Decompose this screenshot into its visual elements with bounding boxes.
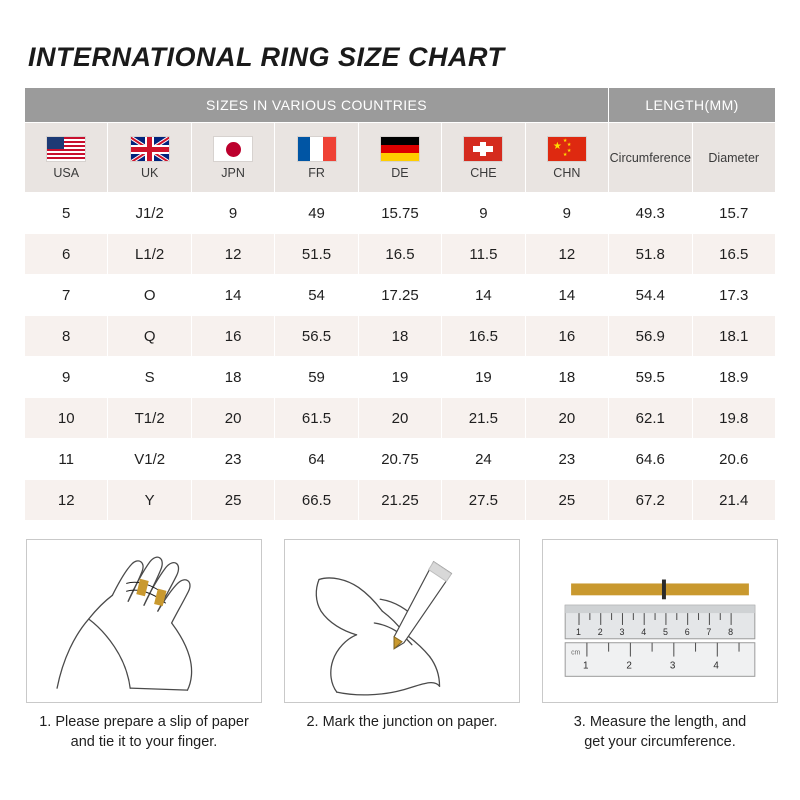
cell-fr: 61.5	[275, 398, 358, 439]
cell-fr: 54	[275, 275, 358, 316]
svg-text:4: 4	[641, 626, 647, 637]
page-title: INTERNATIONAL RING SIZE CHART	[28, 42, 505, 72]
cell-fr: 56.5	[275, 316, 358, 357]
cell-usa: 8	[25, 316, 108, 357]
svg-text:4: 4	[713, 660, 719, 672]
cell-fr: 51.5	[275, 234, 358, 275]
cell-diameter: 16.5	[692, 234, 776, 275]
cell-fr: 66.5	[275, 480, 358, 521]
country-code-de: DE	[391, 166, 409, 180]
cell-circumference: 49.3	[609, 193, 692, 234]
table-row	[25, 275, 776, 316]
cell-chn: 9	[525, 193, 608, 234]
cell-fr: 64	[275, 439, 358, 480]
column-header-jpn	[191, 123, 274, 193]
cell-uk: T1/2	[108, 398, 191, 439]
table-row	[25, 316, 776, 357]
country-code-uk: UK	[140, 166, 159, 180]
table-row	[25, 480, 776, 521]
cell-usa: 6	[25, 234, 108, 275]
switzerland-flag-icon	[463, 136, 503, 162]
cell-jpn: 14	[191, 275, 274, 316]
cell-circumference: 59.5	[609, 357, 692, 398]
cell-che: 11.5	[442, 234, 525, 275]
cell-uk: V1/2	[108, 439, 191, 480]
table-row	[25, 234, 776, 275]
svg-text:8: 8	[728, 626, 734, 637]
svg-text:cm: cm	[571, 649, 581, 657]
step-1-caption-line2: and tie it to your finger.	[70, 734, 218, 750]
cell-chn: 14	[525, 275, 608, 316]
step-1	[26, 539, 262, 752]
table-row	[25, 357, 776, 398]
cell-chn: 25	[525, 480, 608, 521]
step-2	[284, 539, 520, 752]
cell-chn: 16	[525, 316, 608, 357]
cell-jpn: 16	[191, 316, 274, 357]
cell-chn: 12	[525, 234, 608, 275]
group-header-row	[25, 88, 776, 123]
group-header-countries: SIZES IN VARIOUS COUNTRIES	[25, 88, 609, 123]
cell-usa: 10	[25, 398, 108, 439]
column-header-fr	[275, 123, 358, 193]
cell-jpn: 9	[191, 193, 274, 234]
cell-che: 24	[442, 439, 525, 480]
svg-text:1: 1	[582, 660, 589, 672]
country-code-jpn: JPN	[221, 166, 245, 180]
column-header-diameter: Diameter	[692, 123, 776, 193]
step-3	[542, 539, 778, 752]
cell-de: 16.5	[358, 234, 441, 275]
cell-diameter: 21.4	[692, 480, 776, 521]
column-header-circumference: Circumference	[609, 123, 692, 193]
cell-che: 16.5	[442, 316, 525, 357]
step-3-caption-line1: 3. Measure the length, and	[573, 714, 747, 730]
cell-chn: 18	[525, 357, 608, 398]
cell-uk: Q	[108, 316, 191, 357]
cell-de: 20	[358, 398, 441, 439]
svg-text:3: 3	[619, 626, 625, 637]
cell-circumference: 62.1	[609, 398, 692, 439]
step-2-caption-line1: 2. Mark the junction on paper.	[306, 714, 498, 730]
cell-chn: 20	[525, 398, 608, 439]
column-header-usa	[25, 123, 108, 193]
cell-che: 21.5	[442, 398, 525, 439]
hand-with-paper-strip-illustration	[26, 539, 262, 703]
table-row	[25, 439, 776, 480]
step-1-caption-line1: 1. Please prepare a slip of paper	[39, 714, 249, 730]
measurement-steps	[24, 539, 776, 752]
cell-jpn: 25	[191, 480, 274, 521]
cell-jpn: 18	[191, 357, 274, 398]
cell-uk: J1/2	[108, 193, 191, 234]
ruler-measuring-paper-strip-illustration	[542, 539, 778, 703]
country-code-chn: CHN	[553, 166, 581, 180]
uk-flag-icon	[130, 136, 170, 162]
group-header-length: LENGTH(MM)	[609, 88, 776, 123]
cell-diameter: 20.6	[692, 439, 776, 480]
svg-text:5: 5	[662, 626, 668, 637]
table-row	[25, 398, 776, 439]
column-header-chn	[525, 123, 608, 193]
cell-de: 17.25	[358, 275, 441, 316]
cell-diameter: 19.8	[692, 398, 776, 439]
svg-text:7: 7	[706, 626, 712, 637]
cell-jpn: 20	[191, 398, 274, 439]
country-code-fr: FR	[308, 166, 325, 180]
cell-uk: Y	[108, 480, 191, 521]
hand-marking-with-pen-illustration	[284, 539, 520, 703]
step-3-caption-line2: get your circumference.	[584, 734, 736, 750]
cell-uk: O	[108, 275, 191, 316]
step-1-caption	[26, 703, 262, 752]
flag-header-row	[25, 123, 776, 193]
france-flag-icon	[297, 136, 337, 162]
column-header-de	[358, 123, 441, 193]
cell-de: 19	[358, 357, 441, 398]
cell-fr: 59	[275, 357, 358, 398]
cell-che: 27.5	[442, 480, 525, 521]
svg-text:2: 2	[597, 626, 603, 637]
cell-uk: S	[108, 357, 191, 398]
cell-fr: 49	[275, 193, 358, 234]
germany-flag-icon	[380, 136, 420, 162]
cell-de: 15.75	[358, 193, 441, 234]
cell-usa: 9	[25, 357, 108, 398]
cell-diameter: 17.3	[692, 275, 776, 316]
cell-circumference: 64.6	[609, 439, 692, 480]
cell-diameter: 18.1	[692, 316, 776, 357]
cell-de: 18	[358, 316, 441, 357]
cell-che: 9	[442, 193, 525, 234]
cell-usa: 11	[25, 439, 108, 480]
cell-che: 14	[442, 275, 525, 316]
cell-che: 19	[442, 357, 525, 398]
cell-jpn: 12	[191, 234, 274, 275]
country-code-che: CHE	[470, 166, 497, 180]
column-header-che	[442, 123, 525, 193]
svg-text:1: 1	[576, 626, 581, 637]
cell-usa: 12	[25, 480, 108, 521]
svg-text:6: 6	[684, 626, 690, 637]
cell-de: 20.75	[358, 439, 441, 480]
usa-flag-icon	[46, 136, 86, 162]
table-head	[25, 88, 776, 193]
cell-uk: L1/2	[108, 234, 191, 275]
china-flag-icon: ★ ★ ★ ★ ★	[547, 136, 587, 162]
cell-circumference: 51.8	[609, 234, 692, 275]
cell-usa: 7	[25, 275, 108, 316]
cell-circumference: 67.2	[609, 480, 692, 521]
ring-size-table	[24, 87, 776, 521]
table-body	[25, 193, 776, 521]
cell-circumference: 56.9	[609, 316, 692, 357]
cell-usa: 5	[25, 193, 108, 234]
cell-diameter: 15.7	[692, 193, 776, 234]
cell-jpn: 23	[191, 439, 274, 480]
svg-text:3: 3	[669, 660, 676, 672]
step-2-caption	[284, 703, 520, 732]
step-3-caption	[542, 703, 778, 752]
cell-circumference: 54.4	[609, 275, 692, 316]
column-header-uk	[108, 123, 191, 193]
svg-text:2: 2	[626, 660, 632, 672]
japan-flag-icon	[213, 136, 253, 162]
cell-chn: 23	[525, 439, 608, 480]
country-code-usa: USA	[53, 166, 80, 180]
cell-diameter: 18.9	[692, 357, 776, 398]
table-row	[25, 193, 776, 234]
cell-de: 21.25	[358, 480, 441, 521]
